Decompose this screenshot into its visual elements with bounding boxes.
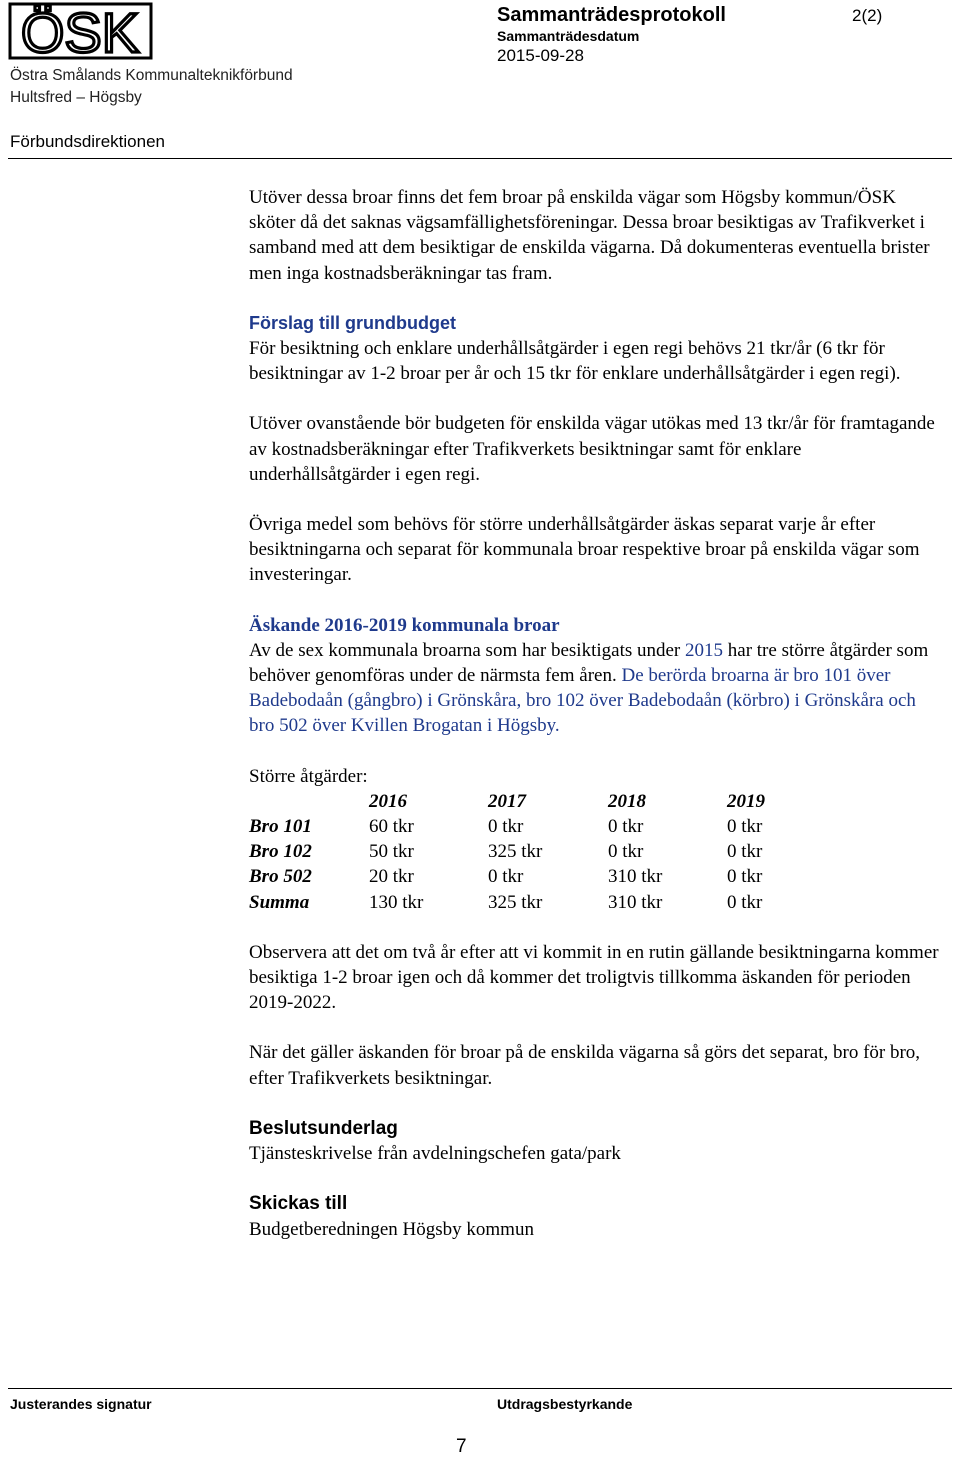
- heading-askande: Äskande 2016-2019 kommunala broar: [249, 614, 560, 636]
- table-cell: 310 tkr: [608, 891, 663, 913]
- table-cell: 60 tkr: [369, 816, 414, 838]
- org-name: Östra Smålands Kommunalteknikförbund: [10, 67, 293, 84]
- table-cell: 0 tkr: [727, 816, 763, 838]
- table-cell: 20 tkr: [369, 866, 414, 888]
- year-header: 2018: [608, 790, 646, 812]
- paragraph-beslutsunderlag: Tjänsteskrivelse från avdelningschefen gata/park: [249, 1143, 621, 1165]
- table-cell: 0 tkr: [727, 866, 763, 888]
- body-unit: Förbundsdirektionen: [10, 132, 165, 151]
- osk-logo: [8, 0, 154, 60]
- page-count: 2(2): [852, 6, 883, 25]
- askande-text-3: De berörda broarna är bro 101 över Badebodaån (gångbro) i Grönskåra, bro 102 över Badebodaån (körbro) i Grönskåra och bro 502 över Kvillen Brogatan i Högsby.: [249, 665, 916, 737]
- cost-table: [249, 789, 807, 915]
- paragraph-grundbudget: För besiktning och enklare underhållsåtgärder i egen regi behövs 21 tkr/år (6 tkr för besiktningar av 1-2 broar per år och 15 tkr för enklare underhållsåtgärder i egen regi).: [249, 338, 901, 385]
- row-label: Bro 502: [249, 866, 312, 888]
- header-divider: [8, 158, 952, 159]
- paragraph-enskilda: När det gäller äskanden för broar på de enskilda vägarna så görs det separat, bro för bro, efter Trafikverkets besiktningar.: [249, 1042, 921, 1089]
- table-caption: Större åtgärder:: [249, 765, 368, 787]
- paragraph-skickas-till: Budgetberedningen Högsby kommun: [249, 1218, 534, 1240]
- askande-year: 2015: [685, 639, 724, 661]
- table-row: [249, 814, 807, 839]
- table-cell: 0 tkr: [488, 866, 524, 888]
- year-header: 2017: [488, 790, 526, 812]
- table-row-total: [249, 890, 807, 915]
- table-cell: 50 tkr: [369, 841, 414, 863]
- paragraph-observera: Observera att det om två år efter att vi kommit in en rutin gällande besiktningarna kommer besiktiga 1-2 broar igen och då kommer det troligtvis tillkomma äskanden för perioden 2019-2022.: [249, 941, 939, 1014]
- date-label: Sammanträdesdatum: [497, 28, 640, 44]
- table-cell: 0 tkr: [608, 816, 644, 838]
- year-header: 2016: [369, 790, 407, 812]
- table-row: [249, 839, 807, 864]
- table-header-row: [249, 789, 807, 814]
- heading-beslutsunderlag: Beslutsunderlag: [249, 1117, 398, 1139]
- footer-certification-label: Utdragsbestyrkande: [497, 1396, 633, 1412]
- row-label: Bro 102: [249, 841, 312, 863]
- table-cell: 0 tkr: [488, 816, 524, 838]
- org-sub: Hultsfred – Högsby: [10, 89, 142, 106]
- paragraph-askande: [249, 638, 939, 739]
- page-number: 7: [456, 1436, 467, 1457]
- askande-text-1: Av de sex kommunala broarna som har besiktigats under: [249, 639, 686, 661]
- table-cell: 0 tkr: [727, 841, 763, 863]
- heading-skickas-till: Skickas till: [249, 1193, 348, 1215]
- table-row: [249, 864, 807, 889]
- row-label: Bro 101: [249, 816, 312, 838]
- year-header: 2019: [727, 790, 765, 812]
- table-cell: 130 tkr: [369, 891, 424, 913]
- footer-signature-label: Justerandes signatur: [10, 1396, 152, 1412]
- footer-divider: [8, 1388, 952, 1389]
- table-cell: 0 tkr: [608, 841, 644, 863]
- table-cell: 325 tkr: [488, 891, 543, 913]
- logo-text: ÖSK: [20, 1, 140, 60]
- askande-text-2: har tre större åtgärder som behöver genomföras under de närmsta fem åren.: [249, 639, 929, 687]
- paragraph-utover: Utöver ovanstående bör budgeten för enskilda vägar utökas med 13 tkr/år för framtagande av kostnadsberäkningar efter Trafikverkets besiktningar samt för enklare underhållsåtgärder i egen regi.: [249, 413, 935, 485]
- doc-title: Sammanträdesprotokoll: [497, 4, 726, 26]
- date-value: 2015-09-28: [497, 46, 584, 65]
- table-cell: 325 tkr: [488, 841, 543, 863]
- document-body: [249, 185, 939, 1242]
- table-cell: 310 tkr: [608, 866, 663, 888]
- row-label: Summa: [249, 891, 310, 913]
- paragraph-intro: Utöver dessa broar finns det fem broar på enskilda vägar som Högsby kommun/ÖSK sköter då det saknas vägsamfällighetsföreningar. Dessa broar besiktigas av Trafikverket i samband med att dem besiktigar de enskilda vägarna. Då dokumenteras eventuella brister men inga kostnadsberäkningar tas fram.: [249, 187, 930, 284]
- heading-grundbudget: Förslag till grundbudget: [249, 312, 456, 333]
- paragraph-ovriga: Övriga medel som behövs för större underhållsåtgärder äskas separat varje år efter besiktningarna och separat för kommunala broar respektive broar på enskilda vägar som investeringar.: [249, 514, 920, 586]
- table-cell: 0 tkr: [727, 891, 763, 913]
